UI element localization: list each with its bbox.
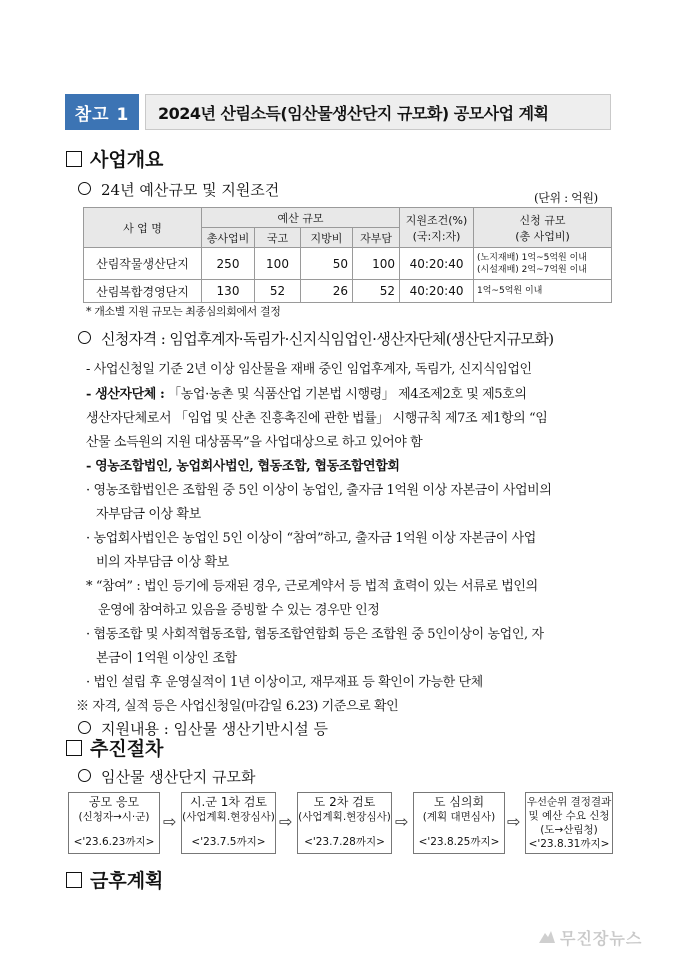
corp-heading: - 영농조합법인, 농업회사법인, 협동조합, 협동조합연합회 [86, 459, 400, 474]
arrow-right-icon: ⇨ [507, 812, 521, 831]
flow-step-priority: 우선순위 결정결과 및 예산 수요 신청 (도→산림청) <'23.8.31까지> [525, 792, 613, 854]
col-national-header: 국고 [255, 228, 301, 248]
corp-note: * “참여” : 법인 등기에 등재된 경우, 근로계약서 등 법적 효력이 있는 서류로 법인의 [86, 579, 538, 594]
square-bullet-icon [66, 872, 82, 888]
square-bullet-icon [66, 151, 82, 167]
banner-title: 2024년 산림소득(임산물생산단지 규모화) 공모사업 계획 [145, 94, 611, 130]
table-row: 산림작물생산단지 250 100 50 100 40:20:40 (노지재배) 1억~5억원 이내 (시설재배) 2억~7억원 이내 [84, 248, 612, 280]
procedure-sub-heading: 임산물 생산단지 규모화 [78, 766, 255, 787]
mountain-logo-icon [538, 928, 556, 944]
table-note: * 개소별 지원 규모는 최종심의회에서 결정 [86, 305, 281, 318]
flow-step-apply: 공모 응모 (신청자→시·군) <'23.6.23까지> [68, 792, 160, 854]
corp-note: 운영에 참여하고 있음을 증빙할 수 있는 경우만 인정 [98, 603, 380, 618]
table-row: 산림복합경영단지 130 52 26 52 40:20:40 1억~5억원 이내 [84, 280, 612, 303]
producer-line: - 생산자단체 : 「농업·농촌 및 식품산업 기본법 시행령」 제4조제2호 및 제5호의 [86, 387, 527, 402]
col-scale-header: 신청 규모 (총 사업비) [474, 208, 612, 248]
corp-line: 자부담금 이상 확보 [96, 507, 201, 522]
arrow-right-icon: ⇨ [163, 812, 177, 831]
support-heading: 지원내용 : 임산물 생산기반시설 등 [78, 718, 328, 739]
col-total-header: 총사업비 [202, 228, 255, 248]
flow-step-committee: 도 심의회 (계획 대면심사) <'23.8.25까지> [413, 792, 505, 854]
circle-bullet-icon [78, 721, 91, 734]
flow-step-city-review: 시.군 1차 검토 (사업계획.현장심사) <'23.7.5까지> [181, 792, 276, 854]
col-self-header: 자부담 [353, 228, 400, 248]
unit-label: (단위 : 억원) [534, 191, 598, 205]
budget-table [83, 207, 612, 303]
section-heading-future: 금후계획 [66, 866, 163, 893]
col-name-header: 사 업 명 [84, 208, 202, 248]
corp-line: · 영농조합법인은 조합원 중 5인 이상이 농업인, 출자금 1억원 이상 자본금이 사업비의 [86, 483, 552, 498]
corp-line: · 농업회사법인은 농업인 5인 이상이 “참여”하고, 출자금 1억원 이상 자본금이 사업 [86, 531, 536, 546]
eligibility-heading: 신청자격 : 임업후계자·독림가·신지식임업인·생산자단체(생산단지규모화) [78, 328, 554, 349]
coop-line: 본금이 1억원 이상인 조합 [96, 651, 237, 666]
banner-tag: 참고 1 [65, 94, 139, 130]
arrow-right-icon: ⇨ [395, 812, 409, 831]
circle-bullet-icon [78, 331, 91, 344]
check-line: ※ 자격, 실적 등은 사업신청일(마감일 6.23) 기준으로 확인 [76, 699, 399, 714]
square-bullet-icon [66, 740, 82, 756]
circle-bullet-icon [78, 769, 91, 782]
section-heading-procedure: 추진절차 [66, 734, 163, 761]
eligibility-line: - 사업신청일 기준 2년 이상 임산물을 재배 중인 임업후계자, 독림가, 신지식임업인 [86, 362, 532, 377]
producer-line: 산물 소득원의 지원 대상품목”을 사업대상으로 하고 있어야 함 [86, 435, 423, 450]
budget-heading: 24년 예산규모 및 지원조건 [78, 179, 279, 200]
producer-line: 생산자단체로서 「임업 및 산촌 진흥촉진에 관한 법률」 시행규칙 제7조 제1항의 “임 [86, 411, 548, 426]
col-ratio-header: 지원조건(%) (국:지:자) [400, 208, 474, 248]
col-local-header: 지방비 [301, 228, 353, 248]
flow-step-province-review: 도 2차 검토 (사업계획.현장심사) <'23.7.28까지> [297, 792, 392, 854]
arrow-right-icon: ⇨ [279, 812, 293, 831]
section-heading-overview: 사업개요 [66, 145, 163, 172]
corp-line: 비의 자부담금 이상 확보 [96, 555, 229, 570]
est-line: · 법인 설립 후 운영실적이 1년 이상이고, 재무재표 등 확인이 가능한 단체 [86, 675, 483, 690]
watermark: 무진장뉴스 [560, 929, 643, 948]
title-banner [65, 94, 611, 130]
col-budget-header: 예산 규모 [202, 208, 400, 228]
coop-line: · 협동조합 및 사회적협동조합, 협동조합연합회 등은 조합원 중 5인이상이 농업인, 자 [86, 627, 544, 642]
circle-bullet-icon [78, 182, 91, 195]
